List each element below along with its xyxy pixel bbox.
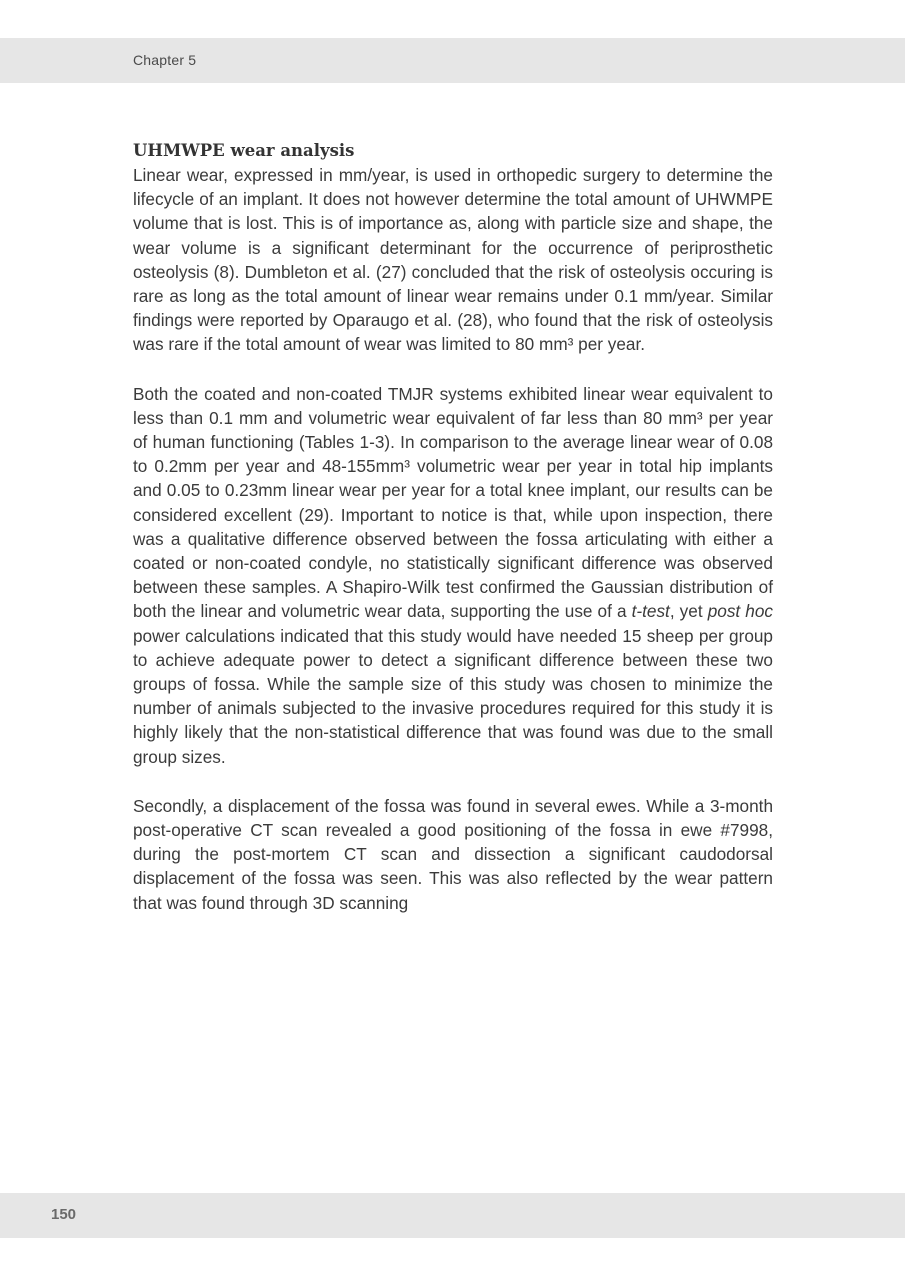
page-number: 150 [51,1206,77,1223]
paragraph-2-text-a: Both the coated and non-coated TMJR systems exhibited linear wear equivalent to less than 0.1 mm and volumetric wear equivalent of far less than 80 mm³ per year of human functioning (Tables 1-3). In comparison to the average linear wear of 0.08 to 0.2mm per year and 48-155mm³ volumetric wear per year in total hip implants and 0.05 to 0.23mm linear wear per year for a total knee implant, our results can be considered excellent (29). Important to notice is that, while upon inspection, there was a qualitative difference observed between the fossa articulating with either a coated or non-coated condyle, no statistically significant difference was observed between these samples. A Shapiro-Wilk test confirmed the Gaussian distribution of both the linear and volumetric wear data, supporting the use of a [133,383,773,622]
paragraph-2-text-c: power calculations indicated that this study would have needed 15 sheep per group to achieve adequate power to detect a significant difference between these two groups of fossa. While the sample size of this study was chosen to minimize the number of animals subjected to the invasive procedures required for this study it is highly likely that the non-statistical difference that was found was due to the small group sizes. [133,625,773,767]
post-hoc-term: post hoc [707,601,773,622]
section-heading: UHMWPE wear analysis [133,141,355,160]
paragraph-2-text-b: , yet [669,601,708,622]
t-test-term: t-test [631,601,670,622]
footer-band [0,1193,905,1238]
chapter-label: Chapter 5 [133,52,197,68]
paragraph-2 [133,382,773,769]
paragraph-3: Secondly, a displacement of the fossa was found in several ewes. While a 3-month post-operative CT scan revealed a good positioning of the fossa in ewe #7998, during the post-mortem CT scan and dissection a significant caudodorsal displacement of the fossa was seen. This was also reflected by the wear pattern that was found through 3D scanning [133,795,773,913]
paragraph-1: Linear wear, expressed in mm/year, is used in orthopedic surgery to determine the lifecycle of an implant. It does not however determine the total amount of UHWMPE volume that is lost. This is of importance as, along with particle size and shape, the wear volume is a significant determinant for the occurrence of periprosthetic osteolysis (8). Dumbleton et al. (27) concluded that the risk of osteolysis occuring is rare as long as the total amount of linear wear remains under 0.1 mm/year. Similar findings were reported by Oparaugo et al. (28), who found that the risk of osteolysis was rare if the total amount of wear was limited to 80 mm³ per year. [133,165,773,355]
page-body [133,139,773,915]
